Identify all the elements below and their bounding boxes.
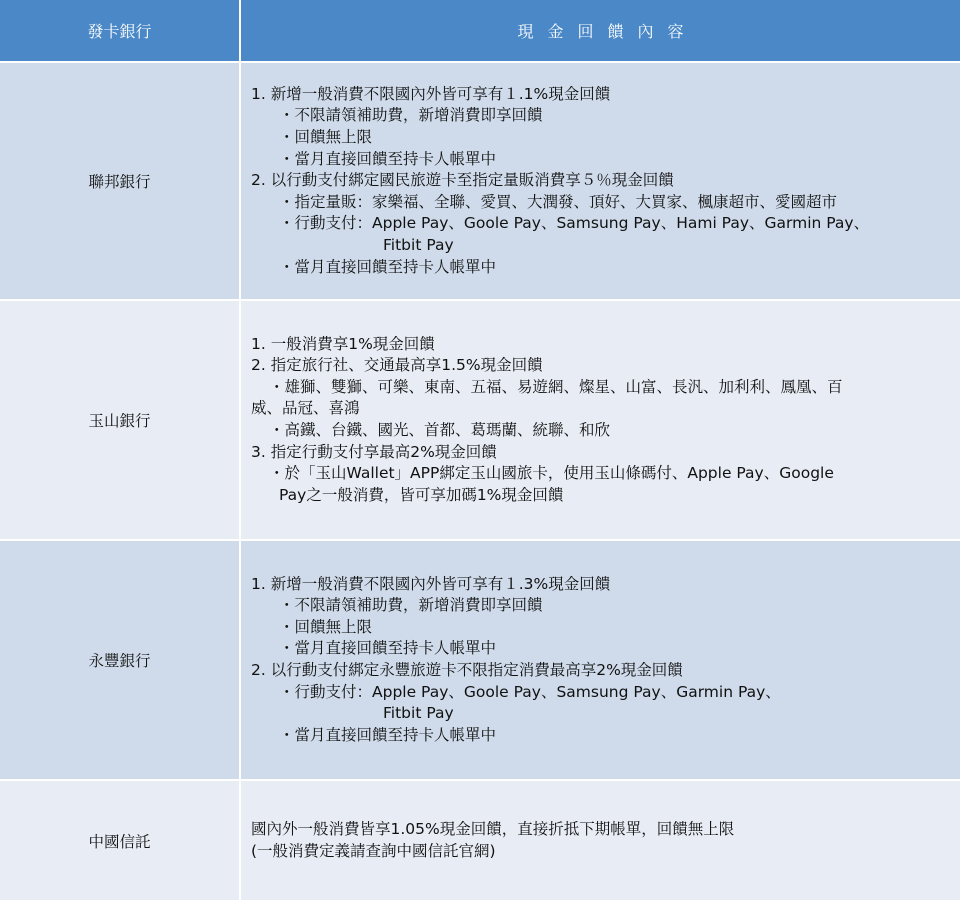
header-content: 現金回饋內容 — [241, 0, 960, 61]
content-line: 威、品冠、喜鴻 — [251, 399, 360, 418]
content-line: ・當月直接回饋至持卡人帳單中 — [279, 149, 497, 168]
content-line: Fitbit Pay — [383, 235, 454, 254]
content-line: ・不限請領補助費，新增消費即享回饋 — [279, 596, 543, 615]
content-line: (一般消費定義請查詢中國信託官網) — [251, 841, 496, 860]
content-line: Pay之一般消費，皆可享加碼1%現金回饋 — [279, 485, 564, 504]
content-line: 2. 以行動支付綁定永豐旅遊卡不限指定消費最高享2%現金回饋 — [251, 661, 683, 679]
content-line: 2. 指定旅行社、交通最高享1.5%現金回饋 — [251, 356, 543, 375]
content-line: ・高鐵、台鐵、國光、首都、葛瑪蘭、統聯、和欣 — [269, 421, 611, 439]
content-line: ・行動支付：Apple Pay、Goole Pay、Samsung Pay、Garmin Pay、 — [279, 682, 781, 701]
content-line: 國內外一般消費皆享1.05%現金回饋，直接折抵下期帳單，回饋無上限 — [251, 819, 735, 838]
row-bank-cell: 玉山銀行 — [0, 301, 239, 539]
content-line: 1. 一般消費享1%現金回饋 — [251, 334, 435, 353]
row-content-cell — [241, 781, 960, 900]
content-line: ・於「玉山Wallet」APP綁定玉山國旅卡，使用玉山條碼付、Apple Pay、Google — [269, 464, 834, 483]
row-bank-cell: 中國信託 — [0, 781, 239, 900]
content-line: 2. 以行動支付綁定國民旅遊卡至指定量販消費享５％現金回饋 — [251, 171, 674, 190]
content-line: 1. 新增一般消費不限國內外皆可享有１.1%現金回饋 — [251, 84, 611, 103]
content-line: ・行動支付：Apple Pay、Goole Pay、Samsung Pay、Hami Pay、Garmin Pay、 — [279, 214, 870, 233]
row-content-cell — [241, 541, 960, 779]
content-line: ・當月直接回饋至持卡人帳單中 — [279, 725, 497, 744]
content-line: 3. 指定行動支付享最高2%現金回饋 — [251, 442, 497, 461]
row-content-cell — [241, 63, 960, 299]
content-line: 1. 新增一般消費不限國內外皆可享有１.3%現金回饋 — [251, 574, 611, 593]
content-line: Fitbit Pay — [383, 704, 454, 723]
content-line: ・雄獅、雙獅、可樂、東南、五福、易遊網、燦星、山富、長汎、加利利、鳳凰、百 — [269, 377, 843, 396]
content-line: ・回饋無上限 — [279, 617, 373, 636]
content-line: ・當月直接回饋至持卡人帳單中 — [279, 639, 497, 658]
content-line: ・不限請領補助費，新增消費即享回饋 — [279, 106, 543, 125]
row-bank-cell: 永豐銀行 — [0, 541, 239, 779]
content-line: ・當月直接回饋至持卡人帳單中 — [279, 257, 497, 276]
row-content-cell — [241, 301, 960, 539]
row-bank-cell: 聯邦銀行 — [0, 63, 239, 299]
content-line: ・回饋無上限 — [279, 128, 373, 147]
header-bank: 發卡銀行 — [0, 0, 239, 61]
content-line: ・指定量販：家樂福、全聯、愛買、大潤發、頂好、大買家、楓康超市、愛國超市 — [279, 192, 838, 211]
